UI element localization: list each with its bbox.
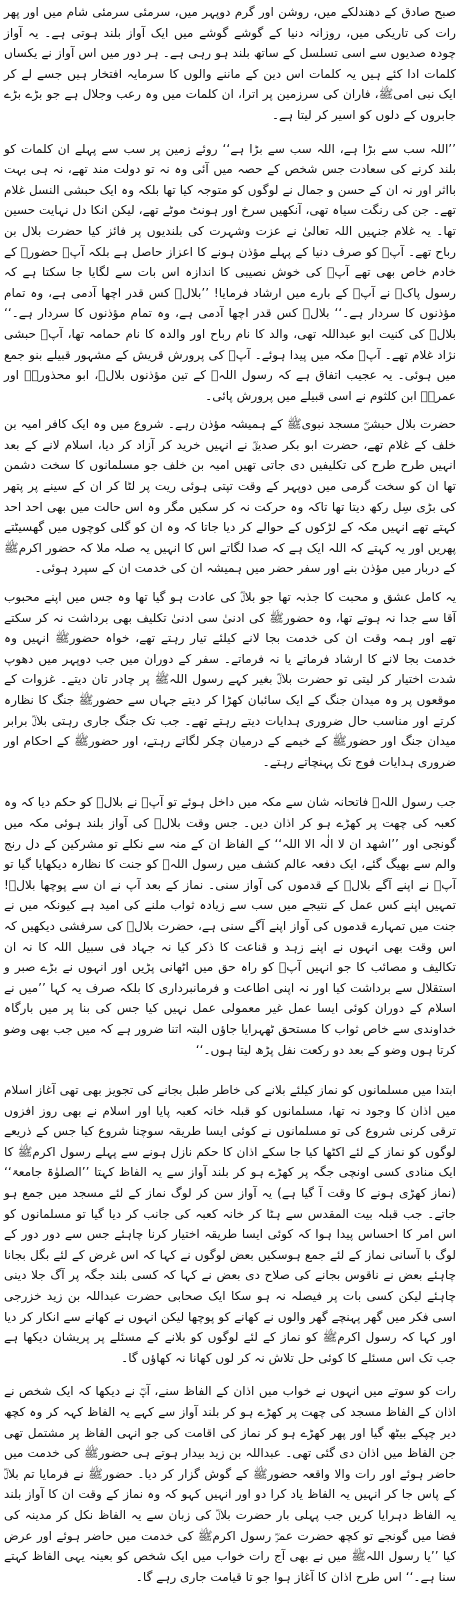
article-paragraph-intro: صبح صادق کے دھندلکے میں، روشن اور گرم دوپہر میں، سرمئی سرمئی شام میں اور پھر رات کی تاریکی میں، روزانہ دنیا کے گوشے گوشے میں ایک آواز بلند ہوتی ہے۔ یہ آواز چودہ صدیوں سے اسی تسلسل کے ساتھ بلند ہو رہی ہے۔ ہر دور میں اس آواز نے یکساں کلمات ادا کئے ہیں یہ کلمات اس دین کے ماننے والوں کا سرمایہ افتخار ہیں جسے لے کر ایک نبی امیﷺ، فاران کی سرزمین پر اترا، ان کلمات میں وہ رعب وجلال ہے جو بڑے بڑے جابروں کے دلوں کو اسیر کر لیتا ہے۔ [4,5,456,122]
article-paragraph-dream: رات کو سوتے میں انہوں نے خواب میں اذان کے الفاظ سنے، آپؓ نے دیکھا کہ ایک شخص نے اذان کے الفاظ مسجد کی چھت پر کھڑے ہو کر بلند آواز سے کہے یہ الفاظ کہہ کر وہ کچھ دیر چپکے بیٹھ گیا اور پھر کھڑے ہو کر نماز کی اقامت کی جو انہی الفاظ پر مشتمل تھی جن الفاظ میں اذان دی گئی تھی۔ عبداللہ بن زید بیدار ہوتے ہی حضورﷺ کی خدمت میں حاضر ہوئے اور رات والا واقعہ حضورﷺ کے گوش گزار کر دیا۔ حضورﷺ نے فرمایا تم بلالؓ کے پاس جا کر انہیں یہ الفاظ یاد کرا دو اور انہیں کہو کہ وہ نماز کے وقت ان کا آواز بلند یہ الفاظ دہرایا کریں جب پہلی بار حضرت بلالؓ کی زبان سے یہ الفاظ نکل کر مدینہ کی فضا میں گونجے تو کچھ حضرت عمرؓ رسول اکرمﷺ کی خدمت میں حاضر ہوئے اور عرض کیا ’’یا رسول اللہﷺ میں نے بھی آج رات خواب میں ایک شخص کو بعینہ یہی الفاظ کہتے سنا ہے۔‘‘ اس طرح اذان کا آغاز ہوا جو تا قیامت جاری رہے گا۔ [4,1384,456,1584]
article-paragraph-conquest-of-makkah: جب رسول اللہﷺ فاتحانہ شان سے مکہ میں داخل ہوئے تو آپﷺ نے بلالؓ کو حکم دیا کہ وہ کعبہ کی چھت پر کھڑے ہو کر اذان دیں۔ جس وقت بلالؓ کی آواز بلند ہوئی مکہ میں گونجی اور ’’اشھد ان لا الٰہ الا اللہ‘‘ کے الفاظ ان کے منہ سے نکلے تو مشرکین کے دل رنج والم سے بھیگ گئے، ایک دفعہ عالم کشف میں رسول اللہﷺ کو جنت کا نظارہ دیکھایا گیا تو آپﷺ نے اپنے آگے بلالؓ کے قدموں کی آواز سنی۔ نماز کے بعد آپ نے ان سے پوچھا بلالؓ! تمہیں اپنے کس عمل کے نتیجے میں سب سے زیادہ ثواب ملنے کی امید ہے کیونکہ میں نے جنت میں تمہارے قدموں کی آواز اپنے آگے سنی ہے، حضرت بلالؓ کی سرفشی دیکھیں کہ اس وقت بھی انہوں نے اپنے زہد و قناعت کا ذکر کیا نہ جہاد فی سبیل اللہ کا نہ ان تکالیف و مصائب کا جو انہیں آپؐ کو راہ حق میں اٹھانی پڑیں اور انہوں نے بڑے صبر و استقلال سے برداشت کیا اور نہ اپنی اطاعت و فرمانبرداری کا بلکہ صرف یہ کہا ’’میں نے اسلام کے دوران کوئی ایسا عمل غیر معمولی عمل نہیں کیا جس کی بنا پر میں بارگاہ خداوندی سے خاص ثواب کا مستحق ٹھہرایا جاؤں البتہ اتنا ضرور ہے کہ میں جب بھی وضو کرتا ہوں وضو کے بعد دو رکعت نفل پڑھ لیتا ہوں۔‘‘ [4,795,456,1057]
article-paragraph-origin-of-azan: ابتدا میں مسلمانوں کو نماز کیلئے بلانے کی خاطر طبل بجانے کی تجویز بھی تھی آغاز اسلام میں اذان کا وجود نہ تھا، مسلمانوں کو قبلہ خانہ کعبہ پایا اور اسلام نے بھی روز افزوں ترقی کرنی شروع کی تو مسلمانوں نے کوئی ایسا طریقہ سوچنا شروع کیا جس کے ذریعے لوگوں کو نماز کے لئے اکٹھا کیا جا سکے اذان کا حکم نازل ہونے سے پہلے رسول اکرمﷺ کا ایک منادی کسی اونچی جگہ پر کھڑے ہو کر بلند آواز سے یہ الفاظ کہتا ’’الصلوٰۃ جامعۃ‘‘ (نماز کھڑی ہونے کا وقت آ گیا ہے) یہ آواز سن کر لوگ نماز کے لئے مسجد میں جمع ہو جاتے۔ جب قبلہ بیت المقدس سے ہٹا کر خانہ کعبہ کی جانب کر دیا گیا تو مسلمانوں کو اس امر کا احساس پیدا ہوا کہ کوئی ایسا طریقہ اختیار کرنا چاہئے جس سے دور دور کے لوگ با آسانی نماز کے لئے جمع ہوسکیں بعض لوگوں نے کہا کہ اس غرض کے لئے بگل بجانا چاہئے بعض نے ناقوس بجانے کی صلاح دی بعض نے کہا کہ کسی بلند جگہ پر آگ جلا دینی چاہئے لیکن کسی بات پر فیصلہ نہ ہو سکا ایک صحابی حضرت عبداللہ بن زید خزرجی اسی فکر میں گھر پہنچے گھر والوں نے کھانے کو پوچھا لیکن انہوں نے کھانے سے انکار کر دیا اور کہا کہ رسول اکرمﷺ کو نماز کے لئے لوگوں کو بلانے کے مسئلے پر پریشان دیکھا ہے جب تک اس مسئلے کا کوئی حل تلاش نہ کر لوں کھانا نہ کھاؤں گا۔ [4,1083,456,1365]
article-paragraph-first-muezzin: ’’اللہ سب سے بڑا ہے، اللہ سب سے بڑا ہے‘‘ روئے زمین پر سب سے پہلے ان کلمات کو بلند کرنے کی سعادت جس شخص کے حصہ میں آئی وہ نہ تو دولت مند تھے، نہ ہی بہت بااثر اور نہ ان کے حسن و جمال نے لوگوں کو متوجہ کیا تھا بلکہ وہ ایک حبشی النسل غلام تھے۔ جن کی رنگت سیاہ تھی، آنکھیں سرخ اور ہونٹ موٹے تھے، لیکن انکا دل نہایت حسین تھا۔ یہ غلام جنہیں اللہ تعالیٰ نے عزت وشہرت کی بلندیوں پر فائز کیا حضرت بلال بن رباح تھے۔ آپؓ کو صرف دنیا کے پہلے مؤذن ہونے کا اعزاز حاصل ہے بلکہ آپؓ حضورﷺ کے خادم خاص بھی تھے آپؓ کی خوش نصیبی کا اندازہ اس بات سے لگایا جا سکتا ہے کہ رسول پاکﷺ نے آپؓ کے بارے میں ارشاد فرمایا! ’’بلالؓ کس قدر اچھا آدمی ہے، وہ تمام مؤذنوں کا سردار ہے۔‘‘ بلالؓ کس قدر اچھا آدمی ہے، وہ تمام مؤذنوں کا سردار ہے۔‘‘ بلالؓ کی کنیت ابو عبداللہ تھی، والد کا نام رباح اور والدہ کا نام حمامہ تھا، آپؓ حبشی نژاد غلام تھے۔ آپؓ مکہ میں پیدا ہوئے۔ آپؓ کی پرورش قریش کے مشہور قبیلے بنو جمع میں ہوئی۔ یہ عجیب اتفاق ہے کہ رسول اللہﷺ کے تین مؤذنوں بلالؓ، ابو محذورہؓ اور عمرہؓ ابن کلثوم نے اسی قبیلے میں پرورش پائی۔ [4,141,456,403]
article-paragraph-early-life: حضرت بلال حبشیؓ مسجد نبویﷺ کے ہمیشہ مؤذن رہے۔ شروع میں وہ ایک کافر امیہ بن خلف کے غلام تھے، حضرت ابو بکر صدیقؓ نے انہیں خرید کر آزاد کر دیا، اسلام لانے کے بعد انہیں طرح طرح کی تکلیفیں دی جاتی تھیں امیہ بن خلف جو مسلمانوں کا سخت دشمن تھا ان کو سخت گرمی میں دوپہر کے وقت تپتی ہوئی ریت پر لٹا کر ان کے سینے پر پتھر کی بڑی سِل رکھ دیتا تھا تاکہ وہ حرکت نہ کر سکیں مگر وہ اس حالت میں بھی احد احد کہتے تھے انہیں مکہ کے لڑکوں کے حوالے کر دیا جاتا کہ وہ ان کو گلی کوچوں میں گھسیٹتے پھریں اور یہ کہتے کہ اللہ ایک ہے کہ صدا لگاتے اس کا انہیں یہ صلہ ملا کہ حضور اکرمﷺ کے دربار میں مؤذن بنے اور سفر حضر میں ہمیشہ ان کی خدمت ان کے سپرد ہوئی۔ [4,417,456,576]
article-paragraph-devotion: یہ کامل عشق و محبت کا جذبہ تھا جو بلالؓ کی عادت ہو گیا تھا وہ جس میں اپنے محبوب آقا سے جدا نہ ہوتے تھا، وہ حضورﷺ کی ادنیٰ سی ادنیٰ تکلیف بھی برداشت نہ کر سکتے تھے اور ہمہ وقت ان کی خدمت بجا لانے کیلئے تیار رہتے تھے، خواہ حضورﷺ انہیں وہ خدمت بجا لانے کا ارشاد فرماتے یا نہ فرماتے۔ سفر کے دوران میں جب دوپہر میں دھوپ شدت اختیار کر لیتی تو حضرت بلالؓ بغیر کہے رسول اللہﷺ پر چادر تان دیتے۔ غزوات کے موقعوں پر وہ میدان جنگ کے ایک سائبان کھڑا کر دیتے جہاں سے حضورﷺ جنگ کا نظارہ کرتے اور مناسب حال ضروری ہدایات دیتے رہتے تھے۔ جب تک جنگ جاری رہتی بلالؓ برابر میدان جنگ اور حضورﷺ کے خیمے کے درمیان چکر لگاتے رہتے، اور حضورﷺ کے احکام اور ضروری ہدایات فوج تک پہنچاتے رہتے۔ [4,590,456,769]
